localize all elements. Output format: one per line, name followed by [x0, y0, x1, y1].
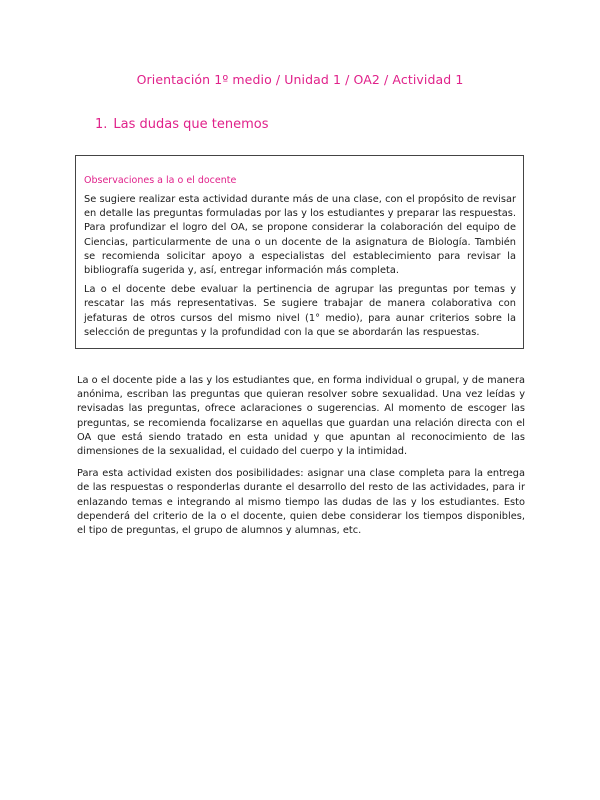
body-paragraph-2: Para esta actividad existen dos posibilidades: asignar una clase completa para la entrega de las respuestas o responderlas durante el desarrollo del resto de las actividades, para ir enlazando temas e integrando al mismo tiempo las dudas de las y los estudiantes. Esto dependerá del criterio de la o el docente, quien debe considerar los tiempos disponibles, el tipo de preguntas, el grupo de alumnos y alumnas, etc.	[77, 468, 525, 537]
section-number: 1.	[95, 117, 108, 132]
observations-title: Observaciones a la o el docente	[84, 175, 237, 186]
body-paragraph-1: La o el docente pide a las y los estudiantes que, en forma individual o grupal, y de manera anónima, escriban las preguntas que quieran resolver sobre sexualidad. Una vez leídas y revisadas las preguntas, ofrece aclaraciones o sugerencias. Al momento de escoger las preguntas, se recomienda focalizarse en aquellas que guardan una relación directa con el OA que está siendo tratado en esta unidad y que apuntan al reconocimiento de las dimensiones de la sexualidad, el cuidado del cuerpo y la intimidad.	[77, 375, 525, 458]
page-header: Orientación 1º medio / Unidad 1 / OA2 / Actividad 1	[136, 72, 464, 87]
activity-body	[77, 374, 525, 546]
section-title-text: Las dudas que tenemos	[113, 117, 269, 132]
observations-paragraph-2: La o el docente debe evaluar la pertinencia de agrupar las preguntas por temas y rescatar las más representativas. Se sugiere trabajar de manera colaborativa con jefaturas de otros cursos del mismo nivel (1° medio), para aunar criterios sobre la selección de preguntas y la profundidad con la que se abordarán las respuestas.	[84, 284, 516, 338]
section-title	[95, 117, 268, 132]
observations-paragraph-1: Se sugiere realizar esta actividad durante más de una clase, con el propósito de revisar en detalle las preguntas formuladas por las y los estudiantes y preparar las respuestas. Para profundizar el logro del OA, se propone considerar la colaboración del equipo de Ciencias, particularmente de una o un docente de la asignatura de Biología. También se recomienda solicitar apoyo a especialistas del establecimiento para revisar la bibliografía sugerida y, así, entregar información más completa.	[84, 194, 516, 277]
observations-box	[75, 155, 524, 349]
